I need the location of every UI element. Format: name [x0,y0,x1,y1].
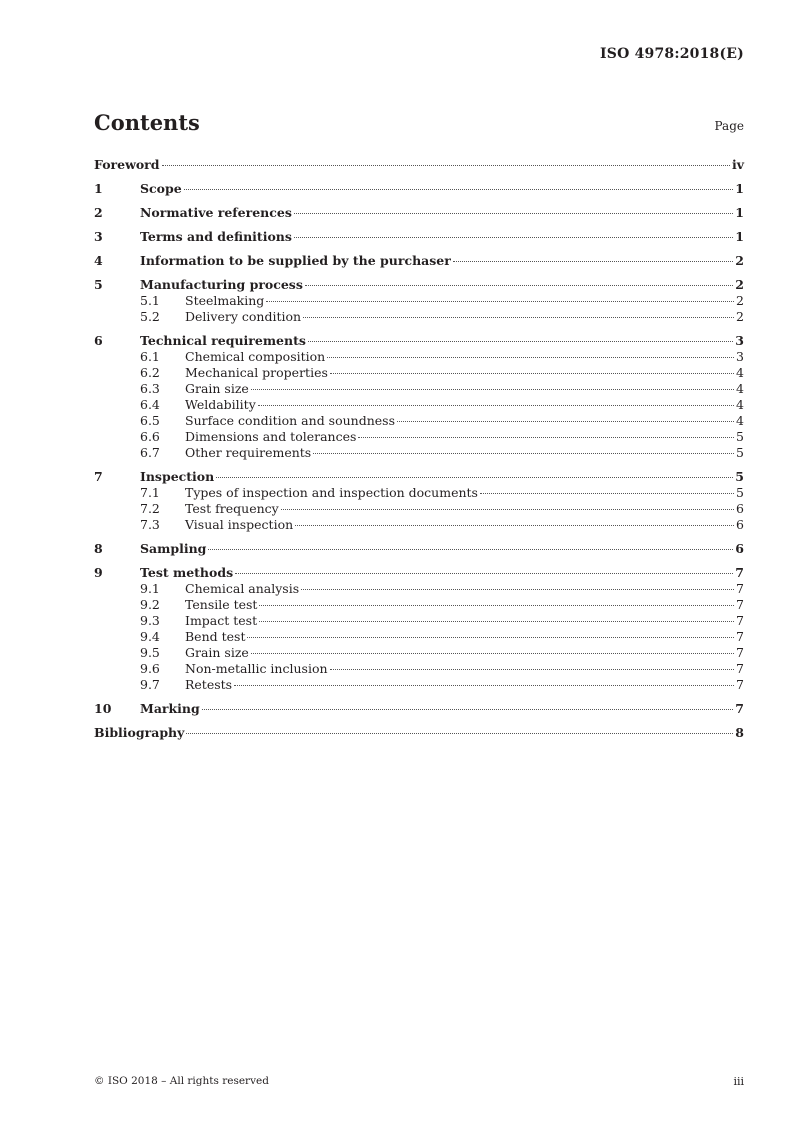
toc-entry-title[interactable]: Marking [140,701,200,716]
toc-entry-number: 5.1 [140,293,160,308]
toc-entry-number: 4 [94,253,103,268]
toc-dot-leader [358,437,734,438]
toc-entry-page: 2 [735,277,744,292]
toc-entry-number: 7 [94,469,103,484]
toc-entry-title[interactable]: Sampling [140,541,207,556]
toc-entry-title[interactable]: Types of inspection and inspection documents [185,485,478,500]
toc-entry-title[interactable]: Inspection [140,469,215,484]
toc-entry-page: 7 [736,629,744,644]
toc-entry-title[interactable]: Normative references [140,205,292,220]
toc-entry-number: 10 [94,701,112,716]
toc-entry[interactable] [94,485,744,501]
toc-entry-title[interactable]: Chemical analysis [185,581,300,596]
toc-dot-leader [216,477,733,478]
table-of-contents [94,156,744,741]
toc-entry-number: 9.3 [140,613,160,628]
toc-entry-page: 7 [736,581,744,596]
toc-entry[interactable] [94,228,744,245]
toc-entry-title[interactable]: Visual inspection [185,517,294,532]
toc-dot-leader [251,389,734,390]
toc-entry-page: 7 [736,677,744,692]
toc-entry[interactable] [94,204,744,221]
toc-dot-leader [303,317,734,318]
toc-entry-page: 7 [736,661,744,676]
toc-entry-page: 5 [735,469,744,484]
toc-entry[interactable] [94,501,744,517]
toc-entry[interactable] [94,180,744,197]
toc-entry-page: 7 [735,565,744,580]
toc-entry-page: 7 [736,597,744,612]
toc-dot-leader [294,237,733,238]
toc-entry-number: 6.4 [140,397,160,412]
toc-entry-number: 5.2 [140,309,160,324]
toc-entry-number: 9.1 [140,581,160,596]
toc-entry-page: 2 [735,253,744,268]
toc-dot-leader [234,685,734,686]
toc-entry-title[interactable]: Test frequency [185,501,279,516]
toc-entry-title[interactable]: Bend test [185,629,246,644]
toc-entry-number: 2 [94,205,103,220]
toc-entry-page: 2 [736,309,744,324]
toc-entry[interactable] [94,293,744,309]
toc-dot-leader [251,653,734,654]
toc-entry-title[interactable]: Chemical composition [185,349,326,364]
toc-entry[interactable] [94,629,744,645]
toc-entry-page: 5 [736,445,744,460]
toc-dot-leader [308,341,733,342]
toc-dot-leader [294,213,733,214]
toc-entry[interactable] [94,517,744,533]
toc-dot-leader [184,189,734,190]
toc-entry[interactable] [94,309,744,325]
toc-entry-page: 5 [736,429,744,444]
toc-dot-leader [480,493,734,494]
toc-entry-number: 9.6 [140,661,160,676]
page-column-label: Page [714,119,744,133]
toc-entry-number: 6.6 [140,429,160,444]
toc-entry-title[interactable]: Technical requirements [140,333,306,348]
toc-entry-page: 7 [736,645,744,660]
toc-entry-number: 9.2 [140,597,160,612]
toc-entry[interactable] [94,540,744,557]
toc-entry-title[interactable]: Tensile test [185,597,258,612]
toc-entry[interactable] [94,349,744,365]
toc-entry-number: 5 [94,277,103,292]
toc-entry-title[interactable]: Delivery condition [185,309,302,324]
toc-entry-title[interactable]: Weldability [185,397,256,412]
toc-entry-page: iv [731,157,744,172]
toc-entry-title[interactable]: Retests [185,677,233,692]
toc-entry-title[interactable]: Manufacturing process [140,277,303,292]
toc-entry-page: 4 [736,413,744,428]
toc-entry[interactable] [94,700,744,717]
toc-dot-leader [301,589,734,590]
toc-entry[interactable] [94,156,744,173]
toc-entry[interactable] [94,581,744,597]
toc-entry[interactable] [94,397,744,413]
toc-entry-title[interactable]: Grain size [185,381,249,396]
toc-dot-leader [186,733,733,734]
toc-entry-number: 6.5 [140,413,160,428]
toc-entry-number: 9 [94,565,103,580]
toc-entry-page: 1 [735,229,744,244]
toc-entry[interactable] [94,332,744,349]
toc-entry[interactable] [94,252,744,269]
document-id: ISO 4978:2018(E) [600,46,744,62]
toc-entry-title[interactable]: Non-metallic inclusion [185,661,328,676]
toc-entry-page: 5 [736,485,744,500]
toc-dot-leader [202,709,734,710]
toc-dot-leader [453,261,733,262]
toc-entry[interactable] [94,645,744,661]
toc-dot-leader [327,357,734,358]
toc-entry-page: 6 [736,517,744,532]
toc-dot-leader [162,165,730,166]
toc-entry[interactable] [94,365,744,381]
toc-entry[interactable] [94,677,744,693]
toc-entry-number: 8 [94,541,103,556]
toc-entry-number: 7.1 [140,485,160,500]
toc-entry[interactable] [94,613,744,629]
toc-entry-page: 4 [736,381,744,396]
toc-entry[interactable] [94,429,744,445]
toc-entry-number: 3 [94,229,103,244]
toc-entry-page: 3 [736,349,744,364]
toc-entry-title[interactable]: Other requirements [185,445,312,460]
toc-dot-leader [266,301,734,302]
toc-entry-title[interactable]: Grain size [185,645,249,660]
toc-dot-leader [295,525,734,526]
toc-dot-leader [235,573,733,574]
toc-entry[interactable] [94,468,744,485]
toc-entry-title[interactable]: Steelmaking [185,293,265,308]
toc-entry-number: 9.7 [140,677,160,692]
toc-entry-page: 6 [736,501,744,516]
toc-dot-leader [247,637,734,638]
toc-entry-title[interactable]: Test methods [140,565,234,580]
toc-entry[interactable] [94,445,744,461]
toc-entry-page: 4 [736,397,744,412]
toc-entry-title[interactable]: Mechanical properties [185,365,328,380]
toc-dot-leader [208,549,733,550]
toc-entry-number: 6.7 [140,445,160,460]
toc-entry-number: 6.1 [140,349,160,364]
toc-entry[interactable] [94,381,744,397]
toc-entry-number: 6 [94,333,103,348]
toc-entry-page: 2 [736,293,744,308]
toc-entry[interactable] [94,597,744,613]
toc-entry-number: 7.3 [140,517,160,532]
toc-entry-title[interactable]: Surface condition and soundness [185,413,395,428]
toc-entry-title[interactable]: Terms and definitions [140,229,292,244]
toc-entry-page: 3 [735,333,744,348]
toc-dot-leader [397,421,734,422]
footer-copyright: © ISO 2018 – All rights reserved [94,1075,269,1087]
toc-entry-page: 6 [735,541,744,556]
toc-entry-number: 9.5 [140,645,160,660]
toc-entry-title[interactable]: Scope [140,181,182,196]
toc-entry[interactable] [94,564,744,581]
toc-entry-number: 6.3 [140,381,160,396]
toc-entry-page: 8 [735,725,744,740]
toc-entry-page: 1 [735,181,744,196]
toc-entry[interactable] [94,661,744,677]
toc-entry-title[interactable]: Impact test [185,613,258,628]
toc-dot-leader [258,405,734,406]
footer-page-number: iii [733,1075,744,1088]
toc-entry-page: 7 [736,613,744,628]
toc-entry-title[interactable]: Foreword [94,157,160,172]
toc-entry-title[interactable]: Dimensions and tolerances [185,429,357,444]
toc-entry[interactable] [94,724,744,741]
toc-entry-title[interactable]: Information to be supplied by the purchaser [140,253,451,268]
toc-entry-number: 1 [94,181,103,196]
toc-entry-title[interactable]: Bibliography [94,725,185,740]
toc-entry[interactable] [94,276,744,293]
toc-entry-number: 9.4 [140,629,160,644]
toc-entry-number: 6.2 [140,365,160,380]
toc-dot-leader [330,669,735,670]
toc-dot-leader [259,605,734,606]
page-title: Contents [94,110,200,135]
toc-dot-leader [281,509,734,510]
toc-entry-page: 1 [735,205,744,220]
toc-entry-page: 7 [735,701,744,716]
toc-entry-number: 7.2 [140,501,160,516]
toc-dot-leader [305,285,733,286]
toc-dot-leader [330,373,734,374]
toc-dot-leader [313,453,734,454]
toc-entry-page: 4 [736,365,744,380]
toc-dot-leader [259,621,734,622]
toc-entry[interactable] [94,413,744,429]
